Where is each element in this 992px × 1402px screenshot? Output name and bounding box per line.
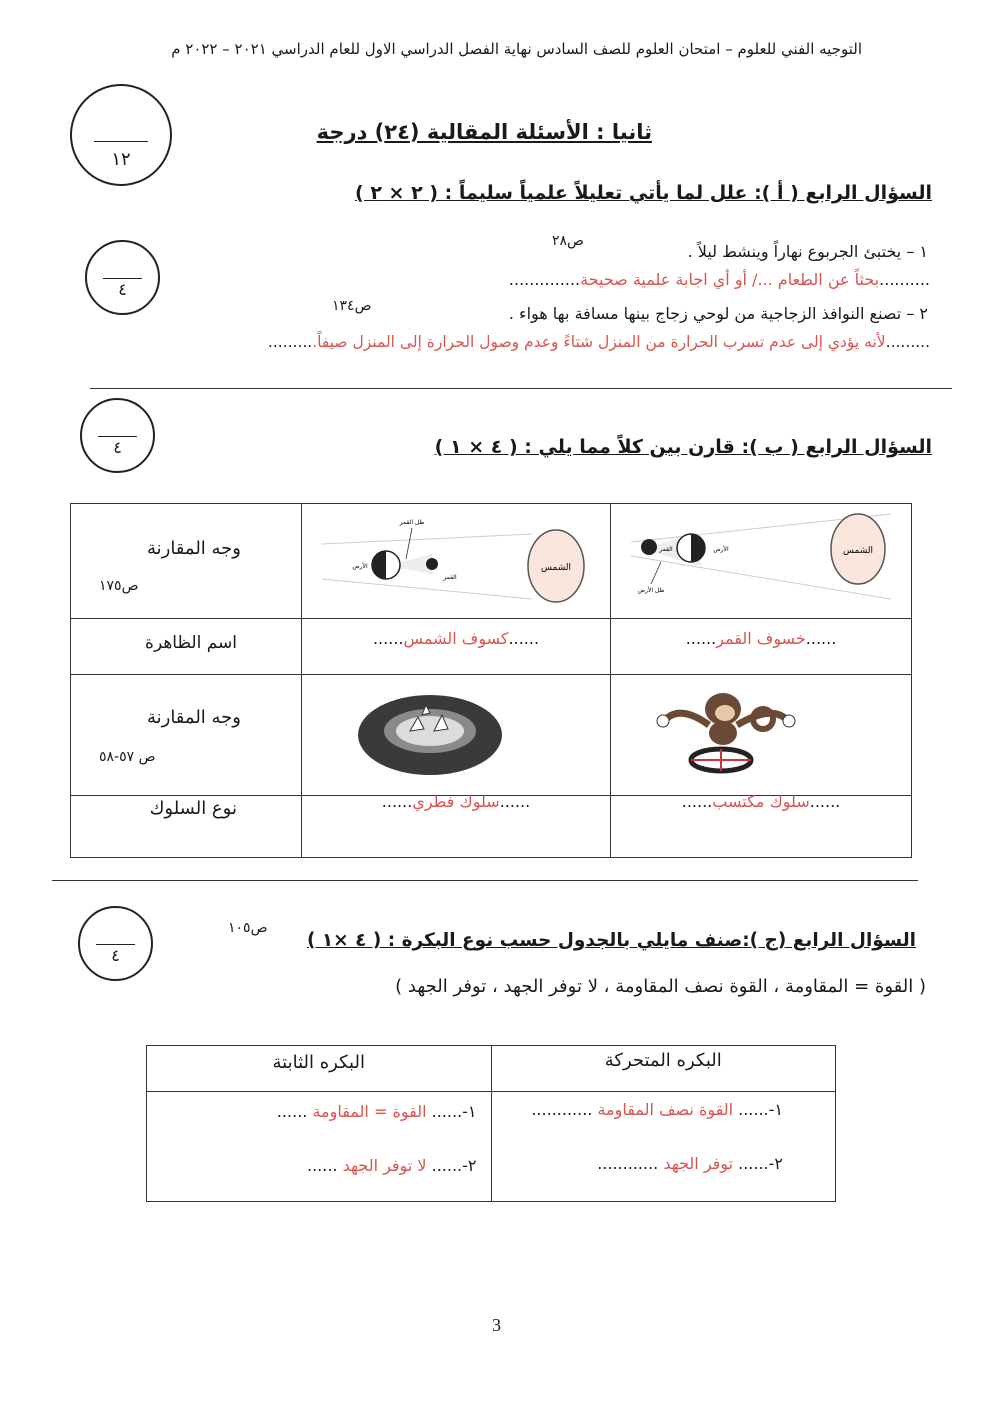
answer-learned-behavior: سلوك مكتسب	[712, 792, 810, 811]
item-number: ٢-	[768, 1154, 783, 1173]
solar-answer-row	[302, 629, 610, 648]
earth-label: الأرض	[713, 546, 729, 553]
sun-label: الشمس	[843, 546, 873, 556]
dots: ......	[561, 1100, 593, 1119]
lunar-answer-row	[611, 629, 911, 648]
question-c-score-circle	[78, 906, 153, 981]
lunar-answer-cell	[611, 619, 912, 675]
moon-label: القمر	[659, 546, 673, 553]
moon-icon	[641, 539, 657, 555]
movable-pulley-header-cell	[491, 1046, 836, 1092]
dots: .........	[267, 333, 313, 351]
solar-eclipse-diagram-cell	[302, 504, 611, 619]
fixed-pulley-answers	[147, 1092, 492, 1202]
question-b-score-circle	[80, 398, 155, 473]
dots: ......	[738, 1154, 769, 1173]
dots: ..........	[879, 270, 930, 289]
moon-icon	[426, 558, 438, 570]
innate-answer-row	[302, 792, 610, 811]
dots: ......	[431, 1102, 463, 1121]
monkey-image-cell	[611, 675, 912, 796]
earth-label: الأرض	[352, 563, 368, 570]
row1-label: وجه المقارنة	[146, 538, 241, 559]
movable-answer-1-row	[531, 1100, 783, 1119]
monkey-cycling-image	[611, 675, 911, 791]
answer-lunar-eclipse: خسوف القمر	[716, 629, 806, 648]
question-a-score: ٤	[118, 280, 127, 300]
item-number: ٢-	[462, 1156, 477, 1175]
movable-pulley-answers	[491, 1092, 836, 1202]
question-a-answer-1: بحثاً عن الطعام .../ أو أي اجابة علمية صحيحة	[580, 270, 880, 289]
row4-label: نوع السلوك	[149, 798, 237, 819]
pulley-table	[146, 1045, 836, 1202]
dots: ......	[372, 629, 404, 648]
fixed-answer-2-row	[307, 1156, 477, 1175]
question-a-title: السؤال الرابع ( أ ): علل لما يأتي تعليلاً علمياً سليماً : ( ٢ × ٢ )	[355, 182, 932, 204]
sun-label: الشمس	[541, 563, 571, 573]
moon-shadow-label: ظل القمر	[399, 519, 425, 526]
question-b-score: ٤	[113, 438, 122, 458]
dots: ..............	[508, 270, 581, 289]
question-a-item-2: ٢ – تصنع النوافذ الزجاجية من لوحي زجاج بينها مسافة بها هواء .	[508, 304, 928, 323]
dots: ......	[738, 1100, 769, 1119]
question-a-score-circle	[85, 240, 160, 315]
moon-label: القمر	[443, 574, 457, 581]
lunar-eclipse-diagram-cell	[611, 504, 912, 619]
dots: ......	[681, 792, 713, 811]
divider	[52, 880, 918, 881]
item-number: ١-	[768, 1100, 783, 1119]
answer-innate-behavior: سلوك فطري	[412, 792, 500, 811]
solar-answer-cell	[302, 619, 611, 675]
question-c-score: ٤	[111, 946, 120, 966]
learned-answer-cell	[611, 792, 912, 858]
question-c-options: ( القوة = المقاومة ، القوة نصف المقاومة ، لا توفر الجهد ، توفر الجهد )	[395, 976, 926, 997]
solar-eclipse-diagram	[302, 504, 610, 614]
question-a-answer-1-row	[509, 270, 930, 289]
row2-label-cell	[71, 619, 302, 675]
dots: ......	[276, 1102, 308, 1121]
dots: ......	[597, 1154, 628, 1173]
dots: ......	[499, 792, 531, 811]
row4-label-cell	[71, 796, 302, 858]
comparison-table	[70, 503, 912, 858]
answer-solar-eclipse: كسوف الشمس	[403, 629, 509, 648]
section-title: ثانيا : الأسئلة المقالية (٢٤) درجة	[316, 120, 652, 144]
fixed-answer-2: لا توفر الجهد	[342, 1156, 427, 1175]
row3-ref: ص ٥٧-٥٨	[99, 749, 156, 765]
dots: ......	[508, 629, 540, 648]
nest-image-cell	[302, 675, 611, 796]
page-number: 3	[492, 1315, 501, 1335]
row3-label-cell	[71, 675, 302, 796]
total-score-circle	[70, 84, 172, 186]
dots: ......	[531, 1100, 562, 1119]
dots: ......	[381, 792, 413, 811]
column-header-movable: البكره المتحركة	[604, 1050, 722, 1071]
dots: ......	[805, 629, 837, 648]
dots: ......	[809, 792, 841, 811]
total-score: ١٢	[111, 148, 131, 170]
bird-nest-image	[302, 675, 610, 791]
question-c-ref: ص١٠٥	[228, 920, 268, 936]
fixed-pulley-header-cell	[147, 1046, 492, 1092]
question-a-item-1: ١ – يختبئ الجربوع نهاراً وينشط ليلاً .	[687, 242, 928, 261]
dots: ......	[627, 1154, 659, 1173]
item-number: ١-	[462, 1102, 477, 1121]
row3-label: وجه المقارنة	[146, 707, 241, 728]
dots: ......	[431, 1156, 463, 1175]
question-a-answer-2: لأنه يؤدي إلى عدم تسرب الحرارة من المنزل شتاءً وعدم وصول الحرارة إلى المنزل صيفاً.	[312, 333, 886, 351]
page-header: التوجيه الفني للعلوم – امتحان العلوم للصف السادس نهاية الفصل الدراسي الاول للعام الدراسي ٢٠٢١ – ٢٠٢٢ م	[171, 40, 862, 58]
dots: ......	[306, 1156, 338, 1175]
learned-answer-row	[611, 792, 911, 811]
movable-answer-1: القوة نصف المقاومة	[597, 1100, 734, 1119]
dots: ......	[685, 629, 717, 648]
question-a-answer-2-row	[268, 333, 930, 351]
divider	[90, 388, 952, 389]
fixed-answer-1-row	[277, 1102, 477, 1121]
dots: .........	[885, 333, 930, 351]
row2-label: اسم الظاهرة	[145, 633, 237, 653]
row1-label-cell	[71, 504, 302, 619]
earth-shadow-label: ظل الأرض	[637, 587, 665, 594]
fixed-answer-1: القوة = المقاومة	[312, 1102, 427, 1121]
row1-ref: ص١٧٥	[99, 578, 139, 594]
lunar-eclipse-diagram	[611, 504, 911, 614]
column-header-fixed: البكره الثابتة	[272, 1052, 365, 1073]
innate-answer-cell	[302, 792, 611, 858]
question-a-item-1-ref: ص٢٨	[552, 233, 584, 249]
movable-answer-2-row	[597, 1154, 783, 1173]
question-c-title: السؤال الرابع (ج ):صنف مايلي بالجدول حسب نوع البكرة : ( ٤ ×١ )	[306, 930, 916, 951]
question-a-item-2-ref: ص١٣٤	[332, 298, 372, 314]
question-b-title: السؤال الرابع ( ب ): قارن بين كلاً مما يلي : ( ٤ × ١ )	[434, 436, 932, 458]
movable-answer-2: توفر الجهد	[663, 1154, 734, 1173]
